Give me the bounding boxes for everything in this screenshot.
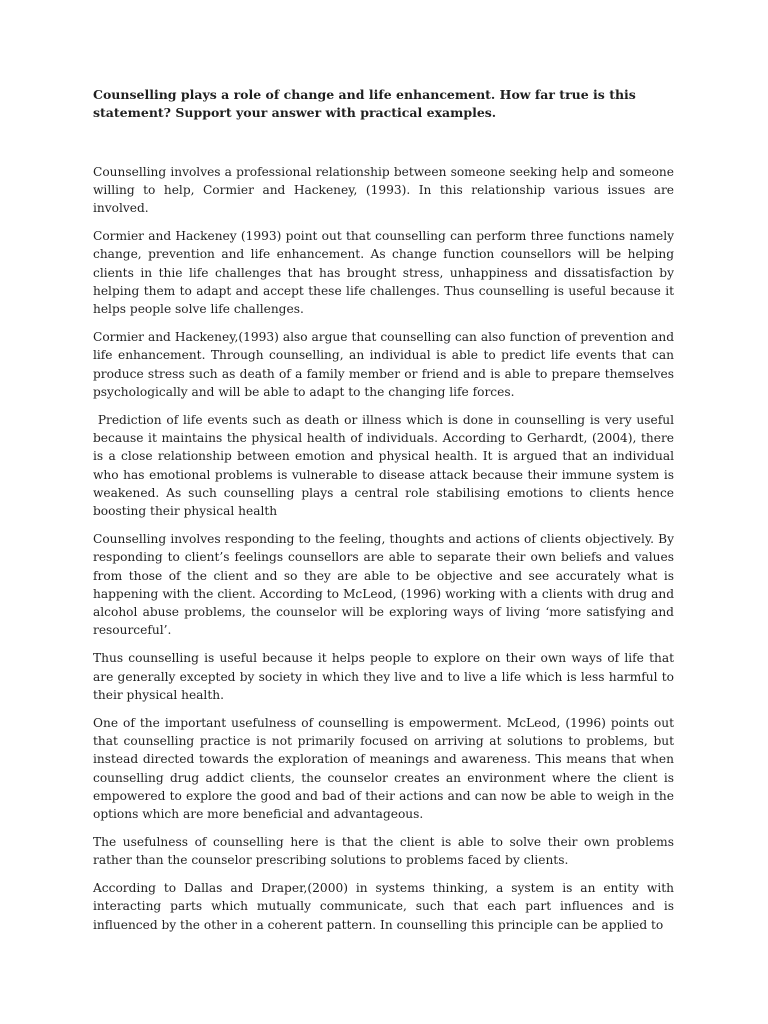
paragraph-2: Cormier and Hackeney (1993) point out that counselling can perform three functions namely change, prevention and life enhancement. As change function counsellors will be helping clients in thie life challenges that has brought stress, unhappiness and dissatisfaction by helping them to adapt and accept these life challenges. Thus counselling is useful because it helps people solve life challenges. <box>93 228 674 317</box>
paragraph-8: The usefulness of counselling here is that the client is able to solve their own problems rather than the counselor prescribing solutions to problems faced by clients. <box>93 834 674 868</box>
paragraph-1: Counselling involves a professional relationship between someone seeking help and someone willing to help, Cormier and Hackeney, (1993). In this relationship various issues are involved. <box>93 164 674 216</box>
paragraph-4: Prediction of life events such as death or illness which is done in counselling is very useful because it maintains the physical health of individuals. According to Gerhardt, (2004), there is a close relationship between emotion and physical health. It is argued that an individual who has emotional problems is vulnerable to disease attack because their immune system is weakened. As such counselling plays a central role stabilising emotions to clients hence boosting their physical health <box>93 412 678 519</box>
paragraph-9: According to Dallas and Draper,(2000) in systems thinking, a system is an entity with interacting parts which mutually communicate, such that each part influences and is influenced by the other in a coherent pattern. In counselling this principle can be applied to <box>93 880 674 932</box>
paragraph-5: Counselling involves responding to the feeling, thoughts and actions of clients objectively. By responding to client’s feelings counsellors are able to separate their own beliefs and values from those of the client and so they are able to be objective and see accurately what is happening with the client. According to McLeod, (1996) working with a clients with drug and alcohol abuse problems, the counselor will be exploring ways of living ‘more satisfying and resourceful’. <box>93 531 674 638</box>
essay-question-title: Counselling plays a role of change and life enhancement. How far true is this statement? Support your answer with practical examples. <box>93 87 636 121</box>
document-body <box>93 86 678 943</box>
paragraph-3: Cormier and Hackeney,(1993) also argue that counselling can also function of prevention and life enhancement. Through counselling, an individual is able to predict life events that can produce stress such as death of a family member or friend and is able to prepare themselves psychologically and will be able to adapt to the changing life forces. <box>93 329 674 399</box>
paragraph-6: Thus counselling is useful because it helps people to explore on their own ways of life that are generally excepted by society in which they live and to live a life which is less harmful to their physical health. <box>93 651 674 702</box>
paragraph-7: One of the important usefulness of counselling is empowerment. McLeod, (1996) points out that counselling practice is not primarily focused on arriving at solutions to problems, but instead directed towards the exploration of meanings and awareness. This means that when counselling drug addict clients, the counselor creates an environment where the client is empowered to explore the good and bad of their actions and can now be able to weigh in the options which are more beneficial and advantageous. <box>93 715 674 822</box>
